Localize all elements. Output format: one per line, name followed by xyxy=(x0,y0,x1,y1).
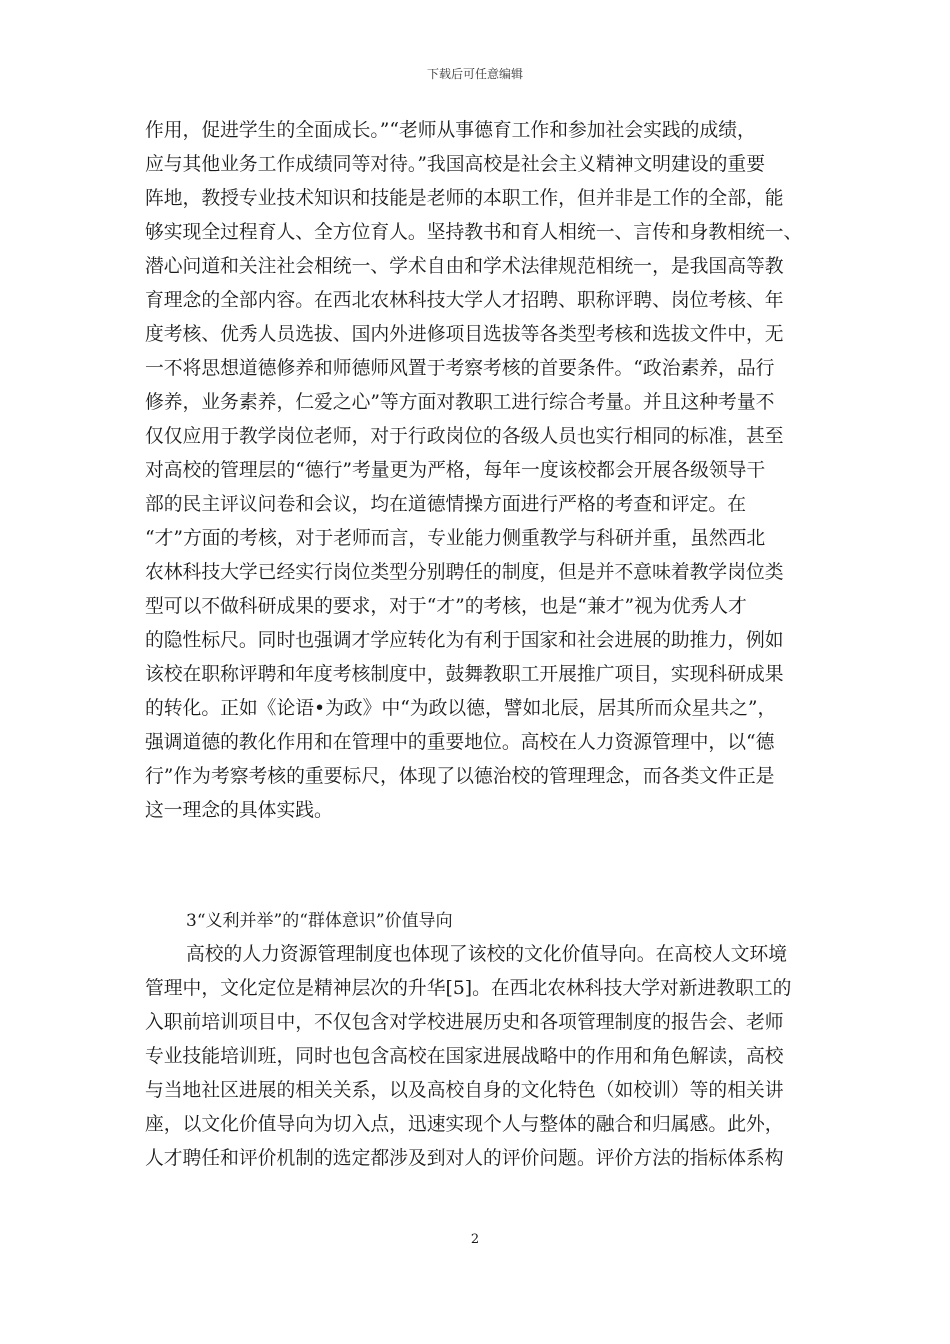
text-line: 育理念的全部内容。在西北农林科技大学人才招聘、职称评聘、岗位考核、年 xyxy=(145,290,784,311)
text-line: 座，以文化价值导向为切入点，迅速实现个人与整体的融合和归属感。此外， xyxy=(145,1114,784,1135)
text-line: 农林科技大学已经实行岗位类型分别聘任的制度，但是并不意味着教学岗位类 xyxy=(145,562,784,583)
section-heading: 3“义利并举”的“群体意识”价值导向 xyxy=(186,911,453,931)
text-line: “才”方面的考核，对于老师而言，专业能力侧重教学与科研并重，虽然西北 xyxy=(145,528,766,549)
page-header: 下载后可任意编辑 xyxy=(426,67,523,81)
text-line: 专业技能培训班，同时也包含高校在国家进展战略中的作用和角色解读，高校 xyxy=(145,1046,784,1067)
text-line: 入职前培训项目中，不仅包含对学校进展历史和各项管理制度的报告会、老师 xyxy=(145,1012,784,1033)
text-line: 管理中，文化定位是精神层次的升华[5]。在西北农林科技大学对新进教职工的 xyxy=(145,978,792,999)
text-line: 一不将思想道德修养和师德师风置于考察考核的首要条件。“政治素养，品行 xyxy=(145,358,775,379)
body-paragraph xyxy=(145,938,808,1176)
text-line: 人才聘任和评价机制的选定都涉及到对人的评价问题。评价方法的指标体系构 xyxy=(145,1148,784,1169)
text-line: 部的民主评议问卷和会议，均在道德情操方面进行严格的考查和评定。在 xyxy=(145,494,746,515)
text-line: 这一理念的具体实践。 xyxy=(145,800,333,821)
text-line: 潜心问道和关注社会相统一、学术自由和学术法律规范相统一，是我国高等教 xyxy=(145,256,784,277)
text-line: 强调道德的教化作用和在管理中的重要地位。高校在人力资源管理中，以“德 xyxy=(145,732,775,753)
text-line: 型可以不做科研成果的要求，对于“才”的考核，也是“兼才”视为优秀人才 xyxy=(145,596,747,617)
text-line: 作用，促进学生的全面成长。”“老师从事德育工作和参加社会实践的成绩， xyxy=(145,120,756,141)
text-line: 的隐性标尺。同时也强调才学应转化为有利于国家和社会进展的助推力，例如 xyxy=(145,630,784,651)
text-line: 够实现全过程育人、全方位育人。坚持教书和育人相统一、言传和身教相统一、 xyxy=(145,222,803,243)
body-paragraph xyxy=(145,114,808,828)
text-line: 修养，业务素养，仁爱之心”等方面对教职工进行综合考量。并且这种考量不 xyxy=(145,392,775,413)
text-line: 应与其他业务工作成绩同等对待。”我国高校是社会主义精神文明建设的重要 xyxy=(145,154,765,175)
text-line: 高校的人力资源管理制度也体现了该校的文化价值导向。在高校人文环境 xyxy=(186,944,787,965)
text-line: 行”作为考察考核的重要标尺，体现了以德治校的管理理念，而各类文件正是 xyxy=(145,766,775,787)
page-number: 2 xyxy=(470,1232,480,1247)
text-line: 该校在职称评聘和年度考核制度中，鼓舞教职工开展推广项目，实现科研成果 xyxy=(145,664,784,685)
text-line: 仅仅应用于教学岗位老师，对于行政岗位的各级人员也实行相同的标准，甚至 xyxy=(145,426,784,447)
text-line: 对高校的管理层的“德行”考量更为严格，每年一度该校都会开展各级领导干 xyxy=(145,460,766,481)
text-line: 与当地社区进展的相关关系，以及高校自身的文化特色（如校训）等的相关讲 xyxy=(145,1080,784,1101)
text-line: 阵地，教授专业技术知识和技能是老师的本职工作，但并非是工作的全部，能 xyxy=(145,188,784,209)
text-line: 的转化。正如《论语•为政》中“为政以德，譬如北辰，居其所而众星共之”， xyxy=(145,698,777,719)
text-line: 度考核、优秀人员选拔、国内外进修项目选拔等各类型考核和选拔文件中，无 xyxy=(145,324,784,345)
